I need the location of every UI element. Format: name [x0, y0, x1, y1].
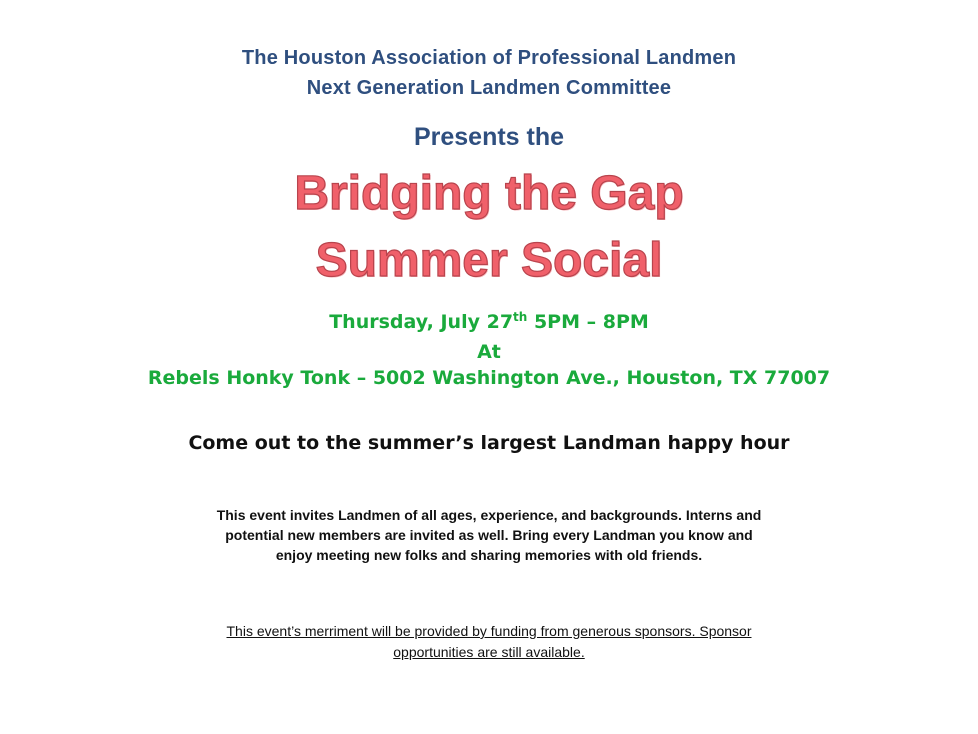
presents-heading: Presents the: [413, 123, 565, 151]
event-time: 5PM – 8PM: [527, 311, 649, 333]
event-tagline: Come out to the summer’s largest Landman happy hour: [188, 432, 790, 454]
event-at-label: At: [477, 341, 501, 363]
event-venue: Rebels Honky Tonk – 5002 Washington Ave., Houston, TX 77007: [147, 367, 831, 389]
event-date-time: [0, 311, 978, 333]
event-date: Thursday, July 27: [329, 311, 514, 333]
sponsor-note-line2: opportunities are still available.: [393, 644, 585, 660]
sponsor-note-line1: This event’s merriment will be provided by funding from generous sponsors. Sponsor: [226, 623, 752, 639]
description-line1: This event invites Landmen of all ages, experience, and backgrounds. Interns and: [216, 507, 762, 523]
event-title-line2: Summer Social: [315, 234, 663, 287]
event-date-ordinal: th: [513, 310, 528, 324]
description-line2: potential new members are invited as well. Bring every Landman you know and: [225, 527, 753, 543]
organization-name: The Houston Association of Professional Landmen: [241, 47, 737, 69]
committee-name: Next Generation Landmen Committee: [306, 77, 672, 99]
event-title-line1: Bridging the Gap: [294, 167, 684, 220]
description-line3: enjoy meeting new folks and sharing memories with old friends.: [275, 547, 703, 563]
